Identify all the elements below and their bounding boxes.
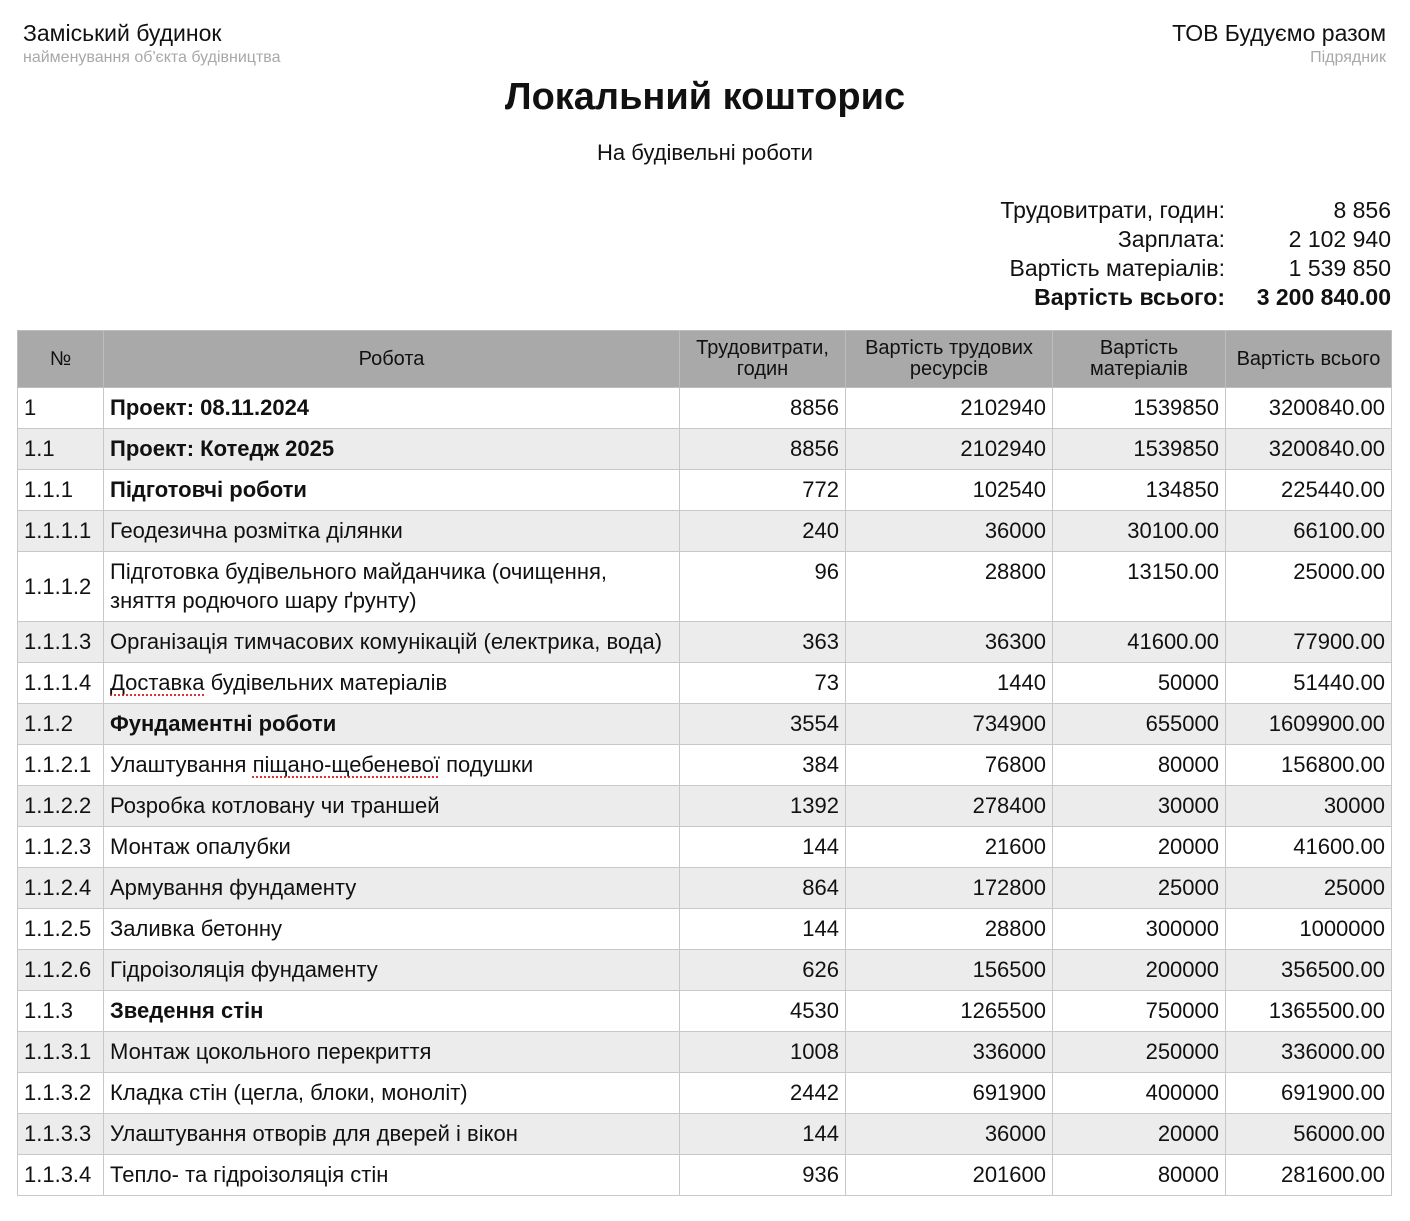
cell-labor-cost: 76800 bbox=[846, 745, 1053, 786]
cell-labor-cost: 156500 bbox=[846, 950, 1053, 991]
cell-materials: 1539850 bbox=[1053, 429, 1226, 470]
table-row[interactable] bbox=[18, 663, 1392, 704]
table-row[interactable] bbox=[18, 1155, 1392, 1196]
cell-materials: 1539850 bbox=[1053, 388, 1226, 429]
cell-total: 3200840.00 bbox=[1226, 388, 1392, 429]
cell-total: 3200840.00 bbox=[1226, 429, 1392, 470]
cell-materials: 50000 bbox=[1053, 663, 1226, 704]
cell-total: 1609900.00 bbox=[1226, 704, 1392, 745]
contractor-header bbox=[1172, 18, 1386, 68]
object-caption: найменування об'єкта будівництва bbox=[23, 49, 281, 66]
cell-total: 225440.00 bbox=[1226, 470, 1392, 511]
cell-number: 1.1.2.1 bbox=[18, 745, 104, 786]
cell-hours: 2442 bbox=[680, 1073, 846, 1114]
cell-hours: 8856 bbox=[680, 388, 846, 429]
cell-labor-cost: 1440 bbox=[846, 663, 1053, 704]
cell-total: 281600.00 bbox=[1226, 1155, 1392, 1196]
cell-work: Фундаментні роботи bbox=[104, 704, 680, 745]
summary-row-total bbox=[1000, 283, 1391, 312]
cell-hours: 384 bbox=[680, 745, 846, 786]
cell-work: Гідроізоляція фундаменту bbox=[104, 950, 680, 991]
contractor-name: ТОВ Будуємо разом bbox=[1172, 20, 1386, 46]
cell-work: Підготовка будівельного майданчика (очищення, зняття родючого шару ґрунту) bbox=[104, 552, 680, 622]
cell-materials: 20000 bbox=[1053, 1114, 1226, 1155]
cell-labor-cost: 28800 bbox=[846, 909, 1053, 950]
cell-work: Заливка бетонну bbox=[104, 909, 680, 950]
summary-value: 1 539 850 bbox=[1288, 255, 1391, 281]
cell-labor-cost: 2102940 bbox=[846, 429, 1053, 470]
cell-hours: 240 bbox=[680, 511, 846, 552]
cell-labor-cost: 278400 bbox=[846, 786, 1053, 827]
cell-labor-cost: 102540 bbox=[846, 470, 1053, 511]
cell-number: 1.1.1 bbox=[18, 470, 104, 511]
cell-hours: 864 bbox=[680, 868, 846, 909]
cell-hours: 363 bbox=[680, 622, 846, 663]
summary-label: Вартість всього: bbox=[1034, 284, 1225, 310]
cell-number: 1.1 bbox=[18, 429, 104, 470]
column-header-number[interactable]: № bbox=[18, 331, 104, 388]
cell-work: Підготовчі роботи bbox=[104, 470, 680, 511]
cell-work: Кладка стін (цегла, блоки, моноліт) bbox=[104, 1073, 680, 1114]
cell-number: 1.1.2.3 bbox=[18, 827, 104, 868]
summary-row-salary bbox=[1000, 225, 1391, 254]
cell-hours: 3554 bbox=[680, 704, 846, 745]
cell-total: 51440.00 bbox=[1226, 663, 1392, 704]
table-row[interactable] bbox=[18, 622, 1392, 663]
cell-work: Зведення стін bbox=[104, 991, 680, 1032]
cell-labor-cost: 1265500 bbox=[846, 991, 1053, 1032]
table-row[interactable] bbox=[18, 1114, 1392, 1155]
cell-number: 1.1.1.4 bbox=[18, 663, 104, 704]
cell-number: 1.1.1.2 bbox=[18, 552, 104, 622]
column-header-labor-cost[interactable]: Вартість трудових ресурсів bbox=[846, 331, 1053, 388]
cell-hours: 73 bbox=[680, 663, 846, 704]
table-row[interactable] bbox=[18, 868, 1392, 909]
cell-materials: 20000 bbox=[1053, 827, 1226, 868]
table-row[interactable] bbox=[18, 1032, 1392, 1073]
cell-total: 41600.00 bbox=[1226, 827, 1392, 868]
cell-materials: 30000 bbox=[1053, 786, 1226, 827]
object-header bbox=[23, 18, 281, 68]
cell-total: 691900.00 bbox=[1226, 1073, 1392, 1114]
cell-total: 356500.00 bbox=[1226, 950, 1392, 991]
cell-number: 1.1.3.1 bbox=[18, 1032, 104, 1073]
cell-labor-cost: 36000 bbox=[846, 511, 1053, 552]
table-row[interactable] bbox=[18, 429, 1392, 470]
table-row[interactable] bbox=[18, 704, 1392, 745]
cell-number: 1.1.2.6 bbox=[18, 950, 104, 991]
cell-total: 156800.00 bbox=[1226, 745, 1392, 786]
cell-work: Монтаж опалубки bbox=[104, 827, 680, 868]
column-header-hours[interactable]: Трудовитрати, годин bbox=[680, 331, 846, 388]
cell-hours: 772 bbox=[680, 470, 846, 511]
summary-value: 2 102 940 bbox=[1288, 226, 1391, 252]
cell-materials: 80000 bbox=[1053, 745, 1226, 786]
cell-hours: 936 bbox=[680, 1155, 846, 1196]
cell-total: 30000 bbox=[1226, 786, 1392, 827]
cell-labor-cost: 734900 bbox=[846, 704, 1053, 745]
object-name: Заміський будинок bbox=[23, 20, 222, 46]
cell-total: 1000000 bbox=[1226, 909, 1392, 950]
cell-hours: 1392 bbox=[680, 786, 846, 827]
cell-materials: 655000 bbox=[1053, 704, 1226, 745]
cell-number: 1.1.2.2 bbox=[18, 786, 104, 827]
cell-total: 66100.00 bbox=[1226, 511, 1392, 552]
table-row[interactable] bbox=[18, 511, 1392, 552]
cell-number: 1.1.1.1 bbox=[18, 511, 104, 552]
cell-labor-cost: 36300 bbox=[846, 622, 1053, 663]
cell-materials: 200000 bbox=[1053, 950, 1226, 991]
cell-work: Улаштування піщано-щебеневої подушки bbox=[104, 745, 680, 786]
cell-number: 1 bbox=[18, 388, 104, 429]
table-row[interactable] bbox=[18, 388, 1392, 429]
cell-number: 1.1.2.4 bbox=[18, 868, 104, 909]
cell-materials: 25000 bbox=[1053, 868, 1226, 909]
summary-value: 8 856 bbox=[1333, 197, 1391, 223]
document-subtitle: На будівельні роботи bbox=[597, 140, 813, 165]
cell-materials: 300000 bbox=[1053, 909, 1226, 950]
cell-work: Доставка будівельних матеріалів bbox=[104, 663, 680, 704]
cell-labor-cost: 36000 bbox=[846, 1114, 1053, 1155]
cell-number: 1.1.1.3 bbox=[18, 622, 104, 663]
cell-labor-cost: 172800 bbox=[846, 868, 1053, 909]
cell-labor-cost: 336000 bbox=[846, 1032, 1053, 1073]
table-row[interactable] bbox=[18, 745, 1392, 786]
cell-hours: 4530 bbox=[680, 991, 846, 1032]
cell-work: Монтаж цокольного перекриття bbox=[104, 1032, 680, 1073]
cell-work: Армування фундаменту bbox=[104, 868, 680, 909]
cell-number: 1.1.2 bbox=[18, 704, 104, 745]
table-row[interactable] bbox=[18, 909, 1392, 950]
cell-number: 1.1.3 bbox=[18, 991, 104, 1032]
cell-work: Геодезична розмітка ділянки bbox=[104, 511, 680, 552]
cell-labor-cost: 201600 bbox=[846, 1155, 1053, 1196]
cell-hours: 144 bbox=[680, 1114, 846, 1155]
cell-hours: 8856 bbox=[680, 429, 846, 470]
summary-table bbox=[1000, 196, 1391, 312]
cell-hours: 626 bbox=[680, 950, 846, 991]
cell-materials: 13150.00 bbox=[1053, 552, 1226, 622]
cell-materials: 30100.00 bbox=[1053, 511, 1226, 552]
cell-materials: 134850 bbox=[1053, 470, 1226, 511]
estimate-table bbox=[17, 330, 1392, 1196]
cell-total: 1365500.00 bbox=[1226, 991, 1392, 1032]
cell-labor-cost: 28800 bbox=[846, 552, 1053, 622]
cell-labor-cost: 2102940 bbox=[846, 388, 1053, 429]
table-header-row bbox=[18, 331, 1392, 388]
estimate-body bbox=[18, 388, 1392, 1196]
cell-number: 1.1.3.3 bbox=[18, 1114, 104, 1155]
cell-materials: 41600.00 bbox=[1053, 622, 1226, 663]
table-row[interactable] bbox=[18, 470, 1392, 511]
column-header-materials[interactable]: Вартість матеріалів bbox=[1053, 331, 1226, 388]
cell-labor-cost: 691900 bbox=[846, 1073, 1053, 1114]
cell-hours: 144 bbox=[680, 909, 846, 950]
cell-work: Організація тимчасових комунікацій (електрика, вода) bbox=[104, 622, 680, 663]
summary-label: Зарплата: bbox=[1117, 226, 1225, 252]
summary-value: 3 200 840.00 bbox=[1256, 284, 1391, 310]
table-row[interactable] bbox=[18, 827, 1392, 868]
summary-label: Вартість матеріалів: bbox=[1009, 255, 1225, 281]
table-row[interactable] bbox=[18, 950, 1392, 991]
cell-number: 1.1.3.2 bbox=[18, 1073, 104, 1114]
summary-label: Трудовитрати, годин: bbox=[1000, 197, 1225, 223]
cell-labor-cost: 21600 bbox=[846, 827, 1053, 868]
column-header-total[interactable]: Вартість всього bbox=[1226, 331, 1392, 388]
cell-materials: 750000 bbox=[1053, 991, 1226, 1032]
cell-work: Проект: 08.11.2024 bbox=[104, 388, 680, 429]
column-header-work[interactable]: Робота bbox=[104, 331, 680, 388]
cell-number: 1.1.3.4 bbox=[18, 1155, 104, 1196]
document-title: Локальний кошторис bbox=[504, 76, 906, 118]
table-row[interactable] bbox=[18, 786, 1392, 827]
cell-hours: 144 bbox=[680, 827, 846, 868]
cell-work: Розробка котловану чи траншей bbox=[104, 786, 680, 827]
cell-hours: 1008 bbox=[680, 1032, 846, 1073]
cell-total: 56000.00 bbox=[1226, 1114, 1392, 1155]
cell-number: 1.1.2.5 bbox=[18, 909, 104, 950]
cell-materials: 80000 bbox=[1053, 1155, 1226, 1196]
cell-materials: 250000 bbox=[1053, 1032, 1226, 1073]
cell-hours: 96 bbox=[680, 552, 846, 622]
cell-work: Проект: Котедж 2025 bbox=[104, 429, 680, 470]
summary-row-materials bbox=[1000, 254, 1391, 283]
cell-work: Улаштування отворів для дверей і вікон bbox=[104, 1114, 680, 1155]
table-row[interactable] bbox=[18, 991, 1392, 1032]
contractor-caption: Підрядник bbox=[1310, 49, 1386, 66]
cell-total: 25000 bbox=[1226, 868, 1392, 909]
table-row[interactable] bbox=[18, 552, 1392, 622]
cell-work: Тепло- та гідроізоляція стін bbox=[104, 1155, 680, 1196]
summary-row-hours bbox=[1000, 196, 1391, 225]
table-row[interactable] bbox=[18, 1073, 1392, 1114]
cell-total: 25000.00 bbox=[1226, 552, 1392, 622]
cell-total: 77900.00 bbox=[1226, 622, 1392, 663]
cell-total: 336000.00 bbox=[1226, 1032, 1392, 1073]
cell-materials: 400000 bbox=[1053, 1073, 1226, 1114]
